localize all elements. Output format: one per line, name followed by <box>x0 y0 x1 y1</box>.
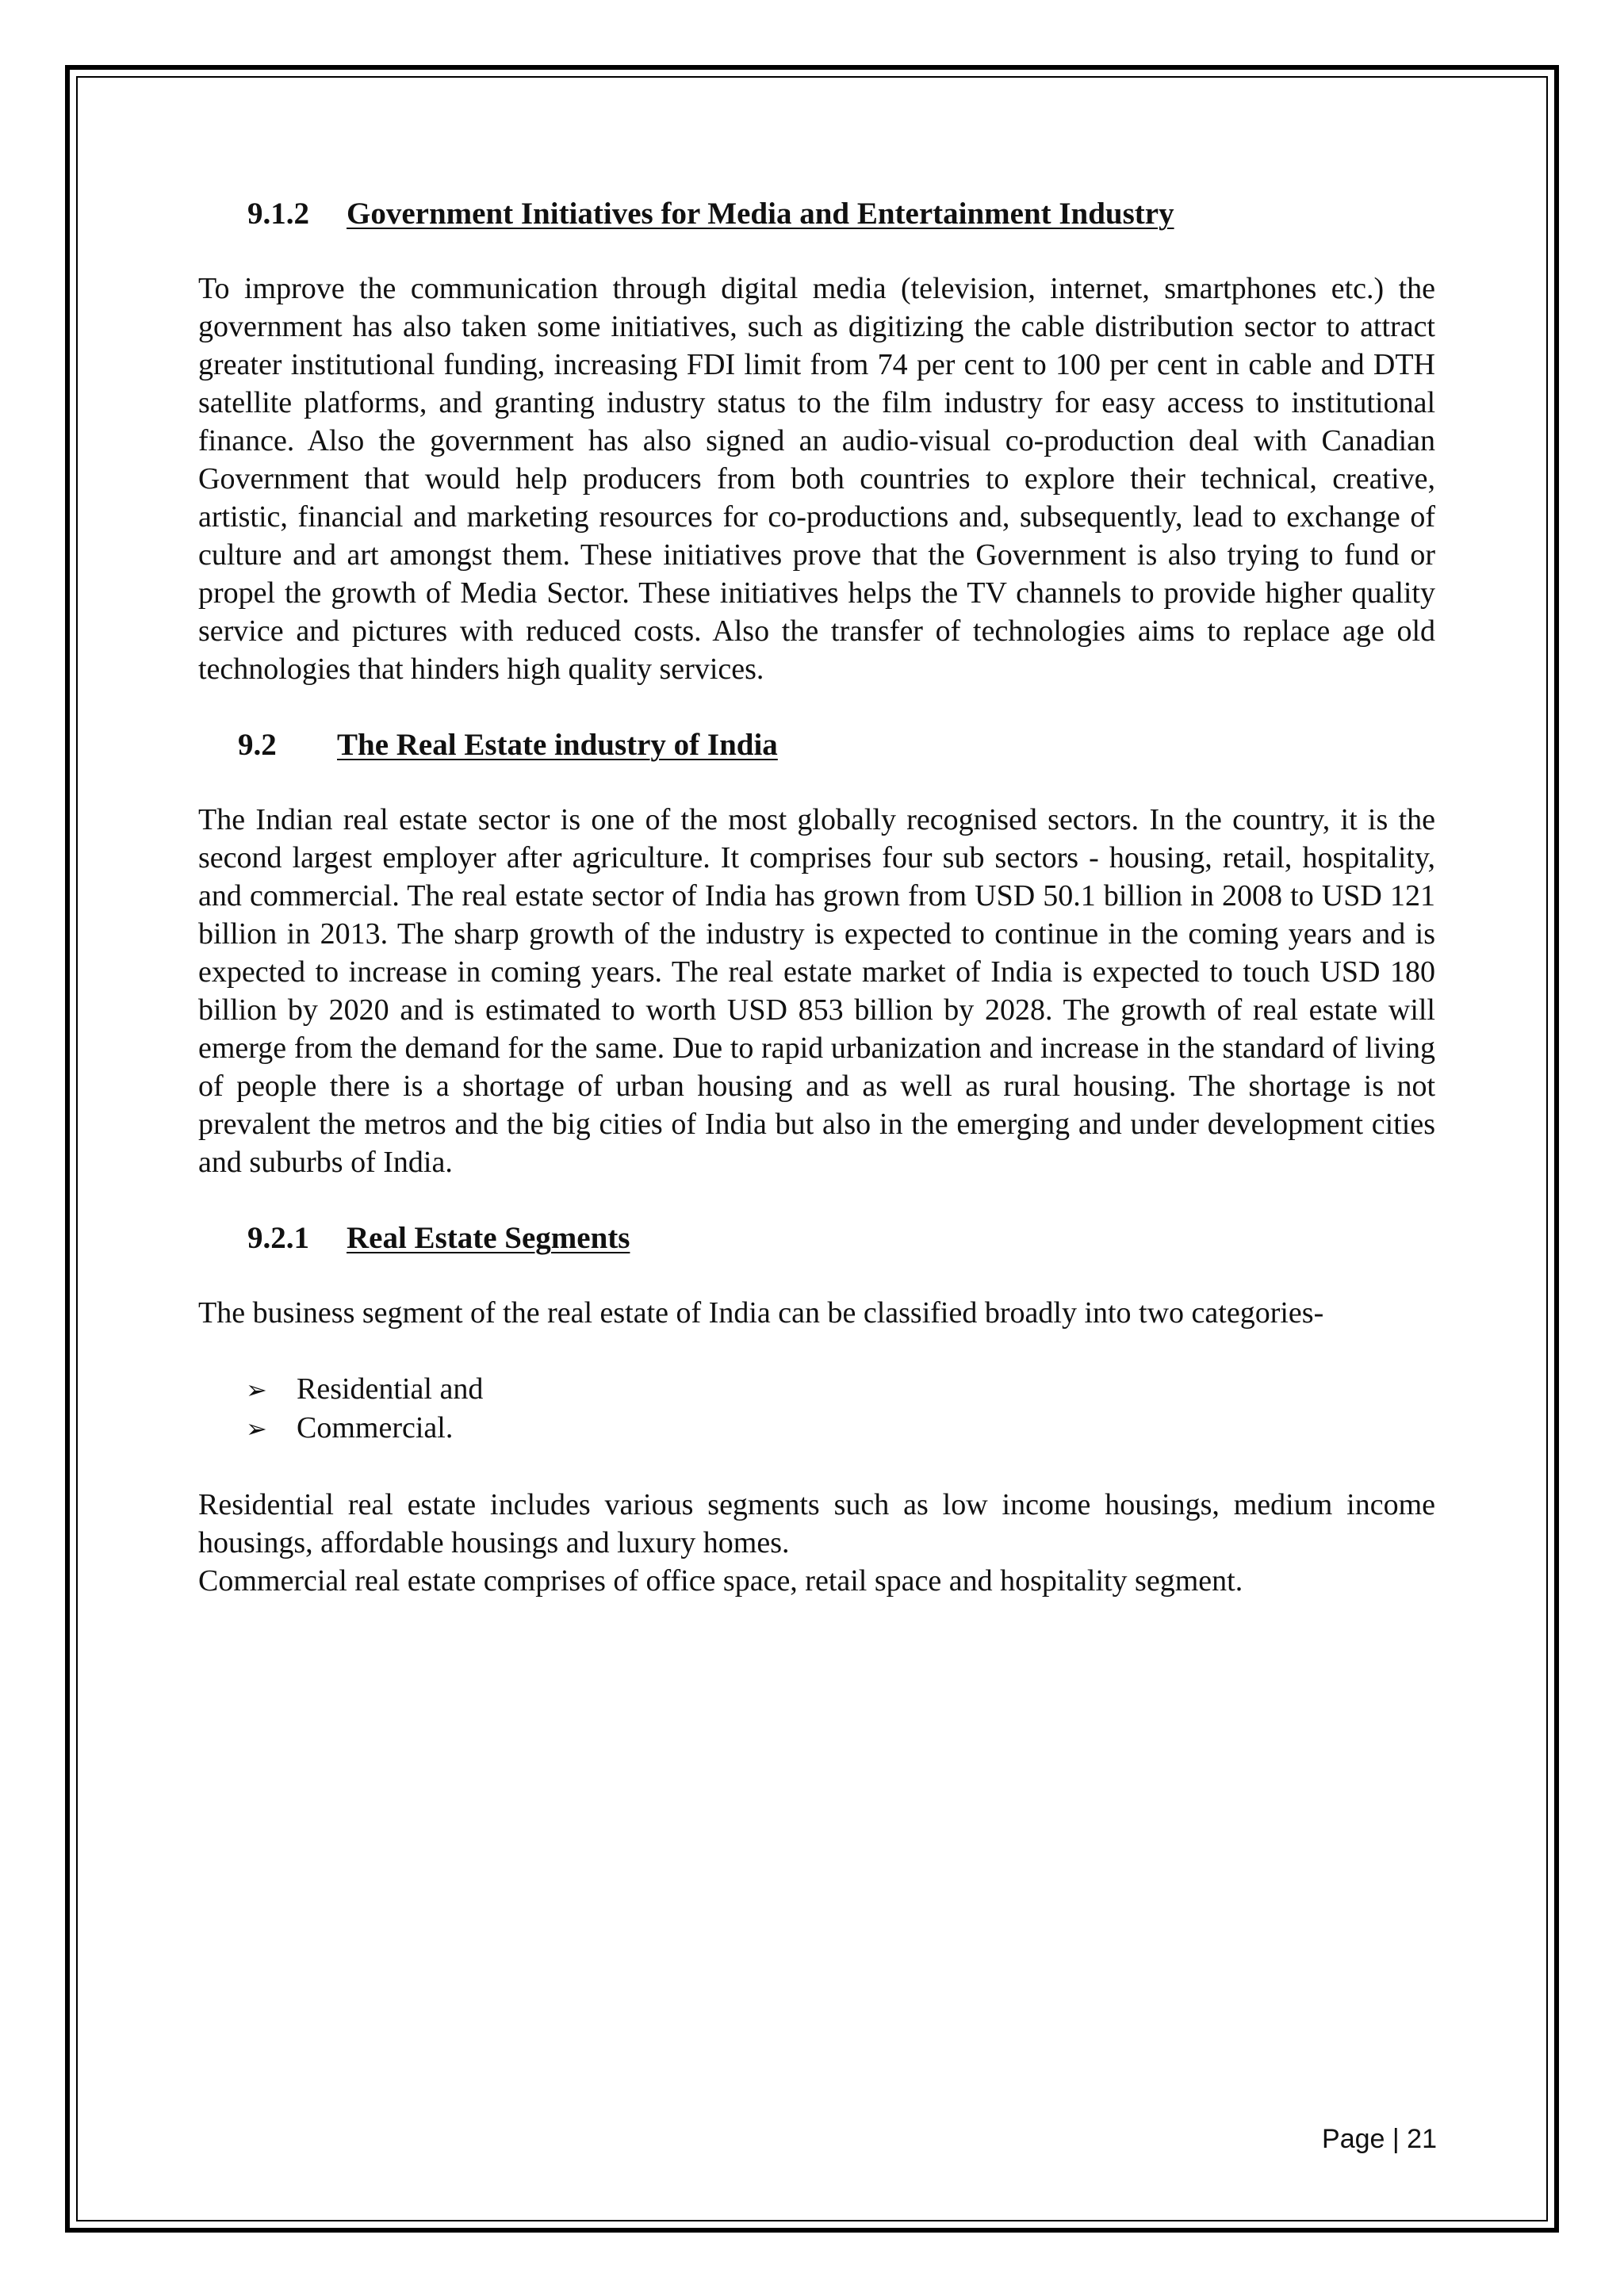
page-number-footer <box>1253 2123 1437 2155</box>
arrow-bullet-icon: ➢ <box>246 1375 267 1405</box>
arrow-bullet-icon: ➢ <box>246 1414 267 1444</box>
page-label: Page <box>1322 2124 1385 2154</box>
section-number: 9.2 <box>238 728 277 762</box>
page-number: 21 <box>1407 2124 1437 2154</box>
section-heading-9-2-1 <box>198 1219 1435 1257</box>
section-number: 9.1.2 <box>247 197 309 231</box>
list-item <box>246 1409 1435 1448</box>
list-item-text: Commercial. <box>297 1411 454 1445</box>
section-number: 9.2.1 <box>247 1221 309 1255</box>
segments-intro: The business segment of the real estate of India can be classified broadly into two categories- <box>198 1296 1324 1330</box>
page-separator: | <box>1392 2124 1400 2154</box>
list-item <box>246 1370 1435 1409</box>
commercial-paragraph: Commercial real estate comprises of office space, retail space and hospitality segment. <box>198 1564 1243 1598</box>
list-item-text: Residential and <box>297 1372 484 1406</box>
residential-paragraph: Residential real estate includes various segments such as low income housings, medium income housings, affordable housings and luxury homes. <box>198 1488 1435 1559</box>
section-title: The Real Estate industry of India <box>337 728 778 762</box>
document-body <box>198 195 1435 1600</box>
media-initiatives-paragraph: To improve the communication through digital media (television, internet, smartphones etc.) the government has also taken some initiatives, such as digitizing the cable distribution sector to attract greater institutional funding, increasing FDI limit from 74 per cent to 100 per cent in cable and DTH satellite platforms, and granting industry status to the film industry for easy access to institutional finance. Also the government has also signed an audio-visual co-production deal with Canadian Government that would help producers from both countries to explore their technical, creative, artistic, financial and marketing resources for co-productions and, subsequently, lead to exchange of culture and art amongst them. These initiatives prove that the Government is also trying to fund or propel the growth of Media Sector. These initiatives helps the TV channels to provide higher quality service and pictures with reduced costs. Also the transfer of technologies aims to replace age old technologies that hinders high quality services. <box>198 272 1435 686</box>
segment-list <box>198 1370 1435 1448</box>
section-heading-9-1-2 <box>198 195 1435 233</box>
real-estate-paragraph: The Indian real estate sector is one of the most globally recognised sectors. In the country, it is the second largest employer after agriculture. It comprises four sub sectors - housing, retail, hospitality, and commercial. The real estate sector of India has grown from USD 50.1 billion in 2008 to USD 121 billion in 2013. The sharp growth of the industry is expected to continue in the coming years and is expected to increase in coming years. The real estate market of India is expected to touch USD 180 billion by 2020 and is estimated to worth USD 853 billion by 2028. The growth of real estate will emerge from the demand for the same. Due to rapid urbanization and increase in the standard of living of people there is a shortage of urban housing and as well as rural housing. The shortage is not prevalent the metros and the big cities of India but also in the emerging and under development cities and suburbs of India. <box>198 803 1435 1179</box>
section-title: Government Initiatives for Media and Entertainment Industry <box>347 197 1174 231</box>
section-title: Real Estate Segments <box>347 1221 630 1255</box>
section-heading-9-2 <box>198 726 1435 764</box>
